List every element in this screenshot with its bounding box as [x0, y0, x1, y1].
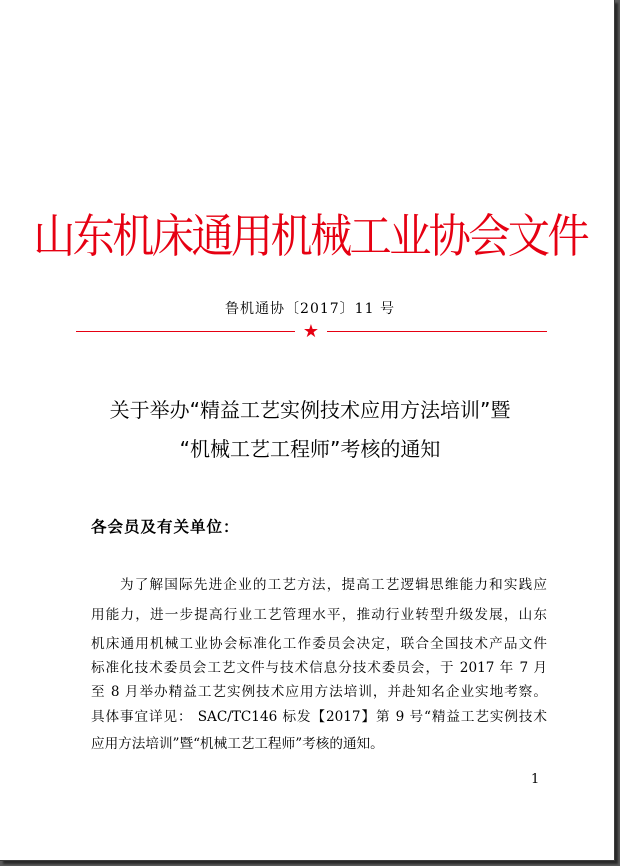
star-icon: ★	[302, 321, 320, 342]
notice-title-line-2: “机械工艺工程师”考核的通知	[179, 437, 441, 461]
body-line: 至 8 月举办精益工艺实例技术应用方法培训，并赴知名企业实地考察。	[91, 684, 547, 700]
salutation: 各会员及有关单位：	[91, 517, 240, 536]
body-line: 应用方法培训”暨“机械工艺工程师”考核的通知。	[91, 736, 384, 752]
body-line: 机床通用机械工业协会标准化工作委员会决定，联合全国技术产品文件	[91, 636, 547, 652]
header-divider-left	[76, 331, 295, 332]
body-line: 为了解国际先进企业的工艺方法，提高工艺逻辑思维能力和实践应	[120, 577, 547, 593]
header-divider-right	[327, 331, 547, 332]
org-header-title: 山东机床通用机械工业协会文件	[33, 209, 587, 263]
notice-title-line-1: 关于举办“精益工艺实例技术应用方法培训”暨	[109, 398, 511, 422]
body-line: 具体事宜详见： SAC/TC146 标发【2017】第 9 号“精益工艺实例技术	[91, 709, 547, 725]
page-number: 1	[531, 772, 540, 787]
body-line: 标准化技术委员会工艺文件与技术信息分技术委员会，于 2017 年 7 月	[91, 660, 547, 676]
document-number: 鲁机通协〔2017〕11 号	[225, 301, 395, 317]
body-line: 用能力，进一步提高行业工艺管理水平，推动行业转型升级发展，山东	[91, 607, 547, 623]
